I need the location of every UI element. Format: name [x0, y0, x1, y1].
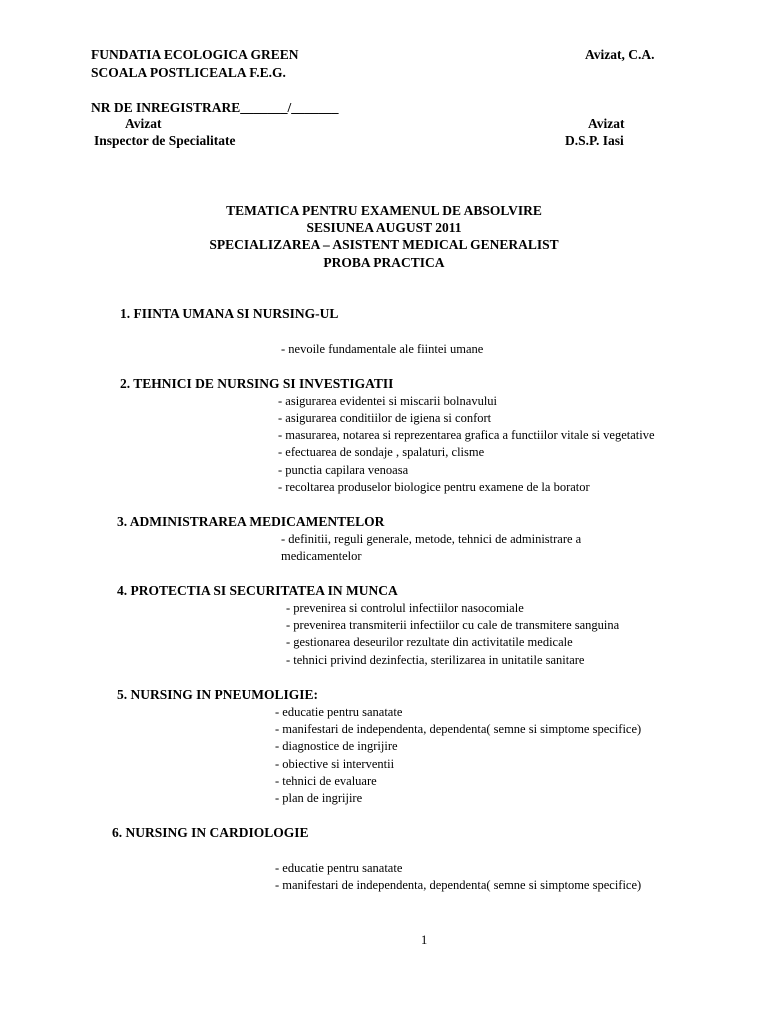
section-item: - nevoile fundamentale ale fiintei umane: [281, 342, 484, 356]
section-item: - tehnici de evaluare: [275, 774, 377, 788]
section-item: - diagnostice de ingrijire: [275, 739, 398, 753]
approval-left-label: Avizat: [125, 116, 162, 131]
section-item: - educatie pentru sanatate: [275, 705, 403, 719]
approval-left-signatory: Inspector de Specialitate: [94, 133, 236, 148]
section-item: - recoltarea produselor biologice pentru examene de la borator: [278, 480, 590, 494]
section-item: - obiective si interventii: [275, 757, 395, 771]
section-item: - masurarea, notarea si reprezentarea grafica a functiilor vitale si vegetative: [278, 428, 655, 442]
section-heading: 5. NURSING IN PNEUMOLIGIE:: [117, 687, 319, 702]
section-item: - plan de ingrijire: [275, 791, 363, 805]
approval-right-signatory: D.S.P. Iasi: [565, 133, 624, 148]
section-item: - asigurarea evidentei si miscarii bolnavului: [278, 394, 498, 408]
section-item: - asigurarea conditiilor de igiena si confort: [278, 411, 492, 425]
section-item: - tehnici privind dezinfectia, sterilizarea in unitatile sanitare: [286, 653, 585, 667]
section-item: - efectuarea de sondaje , spalaturi, clisme: [278, 445, 485, 459]
document-title-line-3: SPECIALIZAREA – ASISTENT MEDICAL GENERALIST: [209, 237, 559, 252]
school-name: SCOALA POSTLICEALA F.E.G.: [91, 65, 286, 80]
registration-number: NR DE INREGISTRARE_______/_______: [91, 100, 339, 115]
section-item: - prevenirea si controlul infectiilor nasocomiale: [286, 601, 524, 615]
section-item: - gestionarea deseurilor rezultate din activitatile medicale: [286, 635, 573, 649]
section-heading: 4. PROTECTIA SI SECURITATEA IN MUNCA: [117, 583, 398, 598]
section-heading: 1. FIINTA UMANA SI NURSING-UL: [120, 306, 339, 321]
section-heading: 3. ADMINISTRAREA MEDICAMENTELOR: [117, 514, 385, 529]
section-item: - educatie pentru sanatate: [275, 861, 403, 875]
institution-name: FUNDATIA ECOLOGICA GREEN: [91, 47, 299, 62]
page-number: 1: [421, 933, 428, 947]
section-item: - definitii, reguli generale, metode, tehnici de administrare a: [281, 532, 582, 546]
section-heading: 6. NURSING IN CARDIOLOGIE: [112, 825, 309, 840]
document-title-line-2: SESIUNEA AUGUST 2011: [306, 220, 462, 235]
section-heading: 2. TEHNICI DE NURSING SI INVESTIGATII: [120, 376, 394, 391]
section-item: medicamentelor: [281, 549, 362, 563]
document-title-line-4: PROBA PRACTICA: [323, 255, 445, 270]
approval-top-right: Avizat, C.A.: [585, 47, 655, 62]
approval-right-label: Avizat: [588, 116, 625, 131]
section-item: - prevenirea transmiterii infectiilor cu cale de transmitere sanguina: [286, 618, 620, 632]
section-item: - manifestari de independenta, dependenta( semne si simptome specifice): [275, 722, 642, 736]
document-title-line-1: TEMATICA PENTRU EXAMENUL DE ABSOLVIRE: [226, 203, 542, 218]
section-item: - punctia capilara venoasa: [278, 463, 409, 477]
section-item: - manifestari de independenta, dependenta( semne si simptome specifice): [275, 878, 642, 892]
